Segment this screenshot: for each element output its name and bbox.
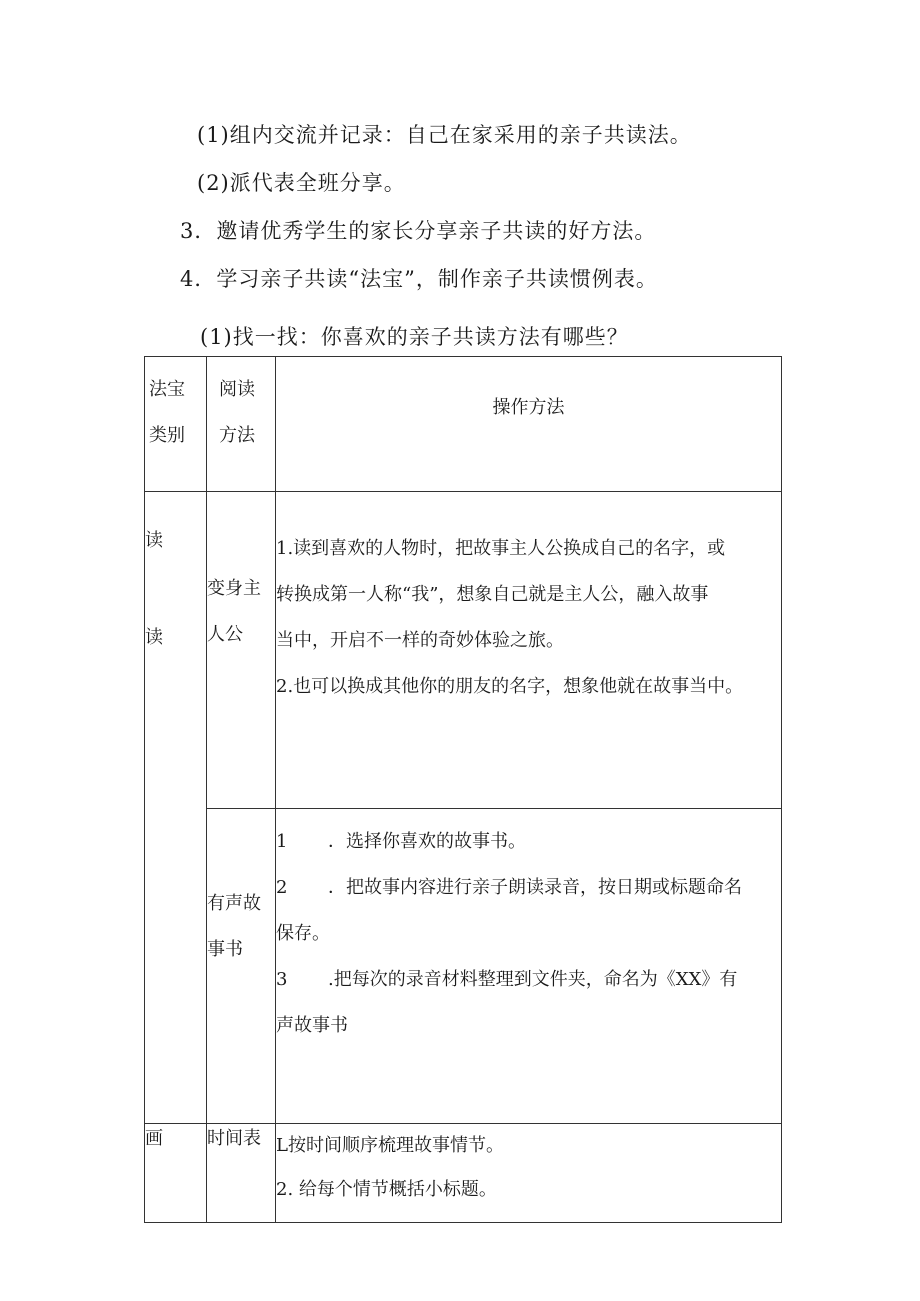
table-row (145, 809, 782, 1124)
reading-methods-table (144, 356, 782, 1223)
ops-b-item3 (276, 957, 781, 1003)
category-read (145, 492, 207, 1124)
ops-b-text2: ．把故事内容进行亲子朗读录音，按日期或标题命名 (328, 877, 742, 898)
paragraph-2: (2)派代表全班分享。 (197, 171, 406, 195)
method-a-line1: 变身主 (207, 578, 261, 599)
ops-b-item3-cont: 声故事书 (276, 1015, 348, 1036)
category-draw: 画 (145, 1124, 207, 1223)
ops-b-item1 (276, 819, 781, 865)
paragraph-1: (1)组内交流并记录：自己在家采用的亲子共读法。 (197, 123, 692, 147)
ops-b-num3: 3 (276, 969, 288, 990)
method-timeline: 时间表 (207, 1124, 276, 1223)
table-row (145, 492, 782, 809)
header-category-line2: 类别 (149, 425, 185, 446)
header-category-line1: 法宝 (149, 379, 185, 400)
header-method (207, 357, 276, 492)
category-read-line2: 读 (145, 627, 163, 648)
ops-b-num1: 1 (276, 831, 288, 852)
ops-a-line2: 转换成第一人称“我”，想象自己就是主人公，融入故事 (276, 584, 709, 605)
method-transform-protagonist (207, 492, 276, 809)
ops-b-text3: .把每次的录音材料整理到文件夹，命名为《XX》有 (328, 969, 738, 990)
ops-c-line1: L按时间顺序梳理故事情节。 (276, 1135, 504, 1156)
category-read-line1: 读 (145, 530, 163, 551)
paragraph-3: 3．邀请优秀学生的家长分享亲子共读的好方法。 (180, 219, 657, 243)
method-audio-storybook (207, 809, 276, 1124)
ops-a-line3: 当中，开启不一样的奇妙体验之旅。 (276, 630, 564, 651)
ops-a-line1: 1.读到喜欢的人物时，把故事主人公换成自己的名字，或 (276, 538, 726, 559)
method-a-line2: 人公 (207, 624, 243, 645)
ops-b-item2-cont: 保存。 (276, 923, 330, 944)
ops-a-line4: 2.也可以换成其他你的朋友的名字，想象他就在故事当中。 (276, 676, 744, 697)
ops-b-item2 (276, 865, 781, 911)
ops-audio-storybook (276, 809, 782, 1124)
ops-transform-protagonist (276, 492, 782, 809)
paragraph-5: (1)找一找：你喜欢的亲子共读方法有哪些？ (200, 325, 629, 349)
header-category (145, 357, 207, 492)
paragraph-4: 4．学习亲子共读“法宝”，制作亲子共读惯例表。 (180, 267, 658, 291)
ops-b-text1: ．选择你喜欢的故事书。 (328, 831, 526, 852)
ops-c-line2: 2. 给每个情节概括小标题。 (276, 1179, 497, 1200)
table-header-row (145, 357, 782, 492)
ops-b-num2: 2 (276, 877, 288, 898)
ops-timeline (276, 1124, 782, 1223)
header-method-line2: 方法 (219, 425, 255, 446)
method-b-line2: 事书 (207, 939, 243, 960)
table-row (145, 1124, 782, 1223)
header-operation: 操作方法 (276, 357, 782, 492)
method-b-line1: 有声故 (207, 893, 261, 914)
header-method-line1: 阅读 (219, 379, 255, 400)
